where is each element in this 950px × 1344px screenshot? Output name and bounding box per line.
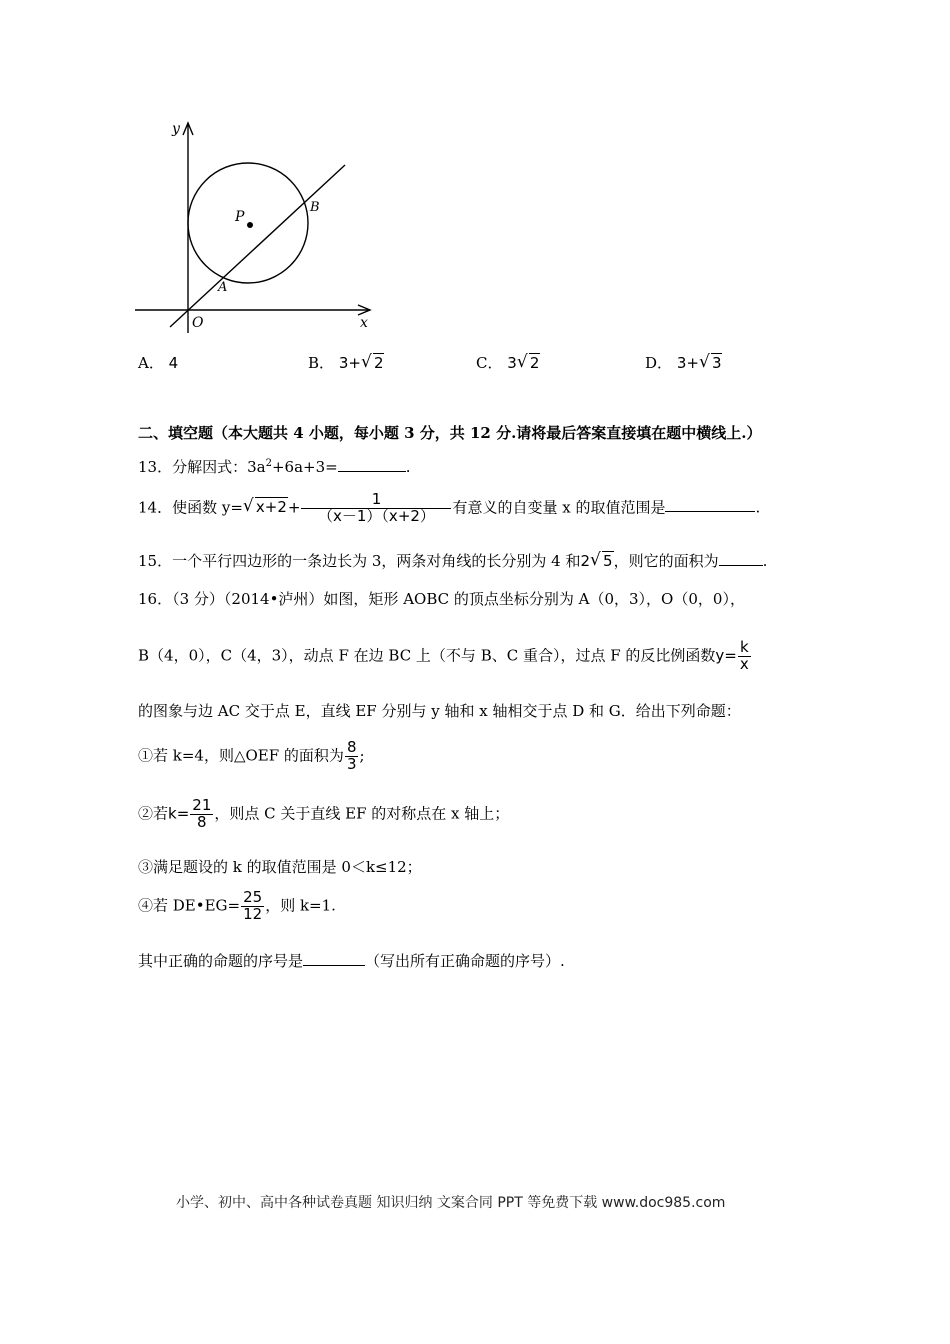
q15-radicand: 5 (603, 552, 613, 570)
q16-proposition-1 (138, 740, 365, 773)
q16-line1 (138, 588, 745, 609)
final-text-b: （写出所有正确命题的序号）. (365, 952, 565, 970)
q16-proposition-4 (138, 890, 336, 923)
p1-end: ; (359, 746, 365, 765)
option-a-letter: A． (138, 354, 164, 372)
question-15 (138, 550, 767, 571)
q15-number: 15． (138, 552, 173, 570)
label-o: O (192, 315, 204, 331)
option-b (308, 352, 384, 373)
q16-proposition-2 (138, 798, 509, 831)
option-c-radicand: 2 (529, 354, 540, 372)
q16-final-line (138, 950, 565, 971)
q14-text-a: 使函数 y= (172, 498, 243, 517)
q16-frac-den: x (739, 654, 749, 673)
label-a: A (218, 280, 228, 295)
q13-number: 13． (138, 458, 173, 476)
q14-radicand: x+2 (255, 498, 287, 517)
q14-plus: + (287, 498, 301, 517)
q16-number: 16． (138, 590, 173, 608)
q15-end: . (762, 552, 768, 570)
geometry-figure (130, 115, 380, 344)
q14-text-b: 有意义的自变量 x 的取值范围是 (452, 498, 666, 517)
q16-frac-num: k (739, 638, 749, 656)
q14-answer-blank[interactable] (665, 510, 755, 512)
option-d-prefix: 3+ (676, 354, 699, 372)
option-b-sqrt: √ 2 (360, 352, 384, 372)
p2-den: 8 (197, 812, 207, 831)
option-c (476, 352, 540, 373)
final-text-a: 其中正确的命题的序号是 (138, 952, 304, 970)
p4-end: ，则 k=1. (265, 896, 336, 915)
label-x: x (360, 315, 368, 331)
option-c-letter: C． (476, 354, 503, 372)
q15-text-b: ，则它的面积为 (613, 552, 719, 570)
q13-text: 分解因式：3a (172, 458, 266, 476)
p1-num: 8 (346, 738, 357, 756)
option-d-letter: D． (645, 354, 673, 372)
q13-answer-blank[interactable] (338, 470, 406, 472)
question-13 (138, 456, 411, 477)
option-b-prefix: 3+ (338, 354, 361, 372)
q16-line1-text: （3 分）（2014•泸州）如图，矩形 AOBC 的顶点坐标分别为 A（0，3），O（0，0）， (172, 590, 745, 608)
q15-sqrt: √ 5 (590, 550, 613, 570)
p4-fraction (241, 890, 264, 923)
option-b-letter: B． (308, 354, 335, 372)
q14-frac-den: （x－1）（x+2） (318, 506, 435, 525)
option-d-sqrt: √ 3 (698, 352, 722, 372)
q16-line2 (138, 640, 752, 673)
center-dot (247, 222, 253, 228)
q15-answer-blank[interactable] (719, 564, 763, 566)
p4-text: ④若 DE•EG= (138, 896, 241, 915)
footer-text: 小学、初中、高中各种试卷真题 知识归纳 文案合同 PPT 等免费下载 www.doc985.com (176, 1195, 726, 1211)
label-y: y (172, 121, 180, 137)
q13-rest: +6a+3= (271, 458, 338, 476)
option-b-radicand: 2 (373, 354, 384, 372)
q16-answer-blank[interactable] (303, 964, 365, 966)
section2-heading: 二、填空题（本大题共 4 小题，每小题 3 分，共 12 分.请将最后答案直接填在题中横线上.） (138, 424, 762, 442)
q16-proposition-3: ③满足题设的 k 的取值范围是 0＜k≤12； (138, 858, 422, 876)
p2-num: 21 (192, 796, 212, 814)
q16-line3: 的图象与边 AC 交于点 E，直线 EF 分别与 y 轴和 x 轴相交于点 D 和 G．给出下列命题： (138, 702, 741, 720)
q16-y-eq: y= (715, 646, 737, 665)
option-a (138, 352, 178, 373)
option-a-value: 4 (168, 354, 179, 372)
p1-fraction (345, 740, 359, 773)
option-c-sqrt: √ 2 (516, 352, 540, 372)
q16-k-over-x (738, 640, 751, 673)
q16-line2-text: B（4，0），C（4，3），动点 F 在边 BC 上（不与 B、C 重合），过点 F 的反比例函数 (138, 646, 716, 665)
option-d (645, 352, 722, 373)
p1-text: ①若 k=4，则△OEF 的面积为 (138, 746, 344, 765)
q14-sqrt: √ x+2 (242, 496, 287, 517)
question-14 (138, 492, 760, 525)
q13-exponent: 2 (265, 458, 272, 469)
p2-k: k= (168, 804, 190, 823)
q15-text-a: 一个平行四边形的一条边长为 3，两条对角线的长分别为 4 和 (172, 552, 581, 570)
p1-den: 3 (346, 754, 357, 773)
option-d-radicand: 3 (711, 354, 722, 372)
q14-fraction (301, 492, 451, 525)
p4-den: 12 (243, 904, 263, 923)
q14-frac-num: 1 (301, 492, 451, 509)
label-p: P (235, 209, 245, 225)
p2-end: ，则点 C 关于直线 EF 的对称点在 x 轴上； (214, 804, 510, 823)
p2-text: ②若 (138, 804, 169, 823)
p4-num: 25 (243, 888, 263, 906)
line-ab (170, 165, 345, 327)
circle-line-diagram (130, 115, 380, 340)
q15-coef: 2 (580, 552, 591, 570)
label-b: B (310, 200, 320, 215)
q14-end: . (755, 498, 761, 517)
q13-end: . (405, 458, 411, 476)
option-c-prefix: 3 (507, 354, 517, 372)
p2-fraction (190, 798, 213, 831)
q14-number: 14． (138, 498, 173, 517)
